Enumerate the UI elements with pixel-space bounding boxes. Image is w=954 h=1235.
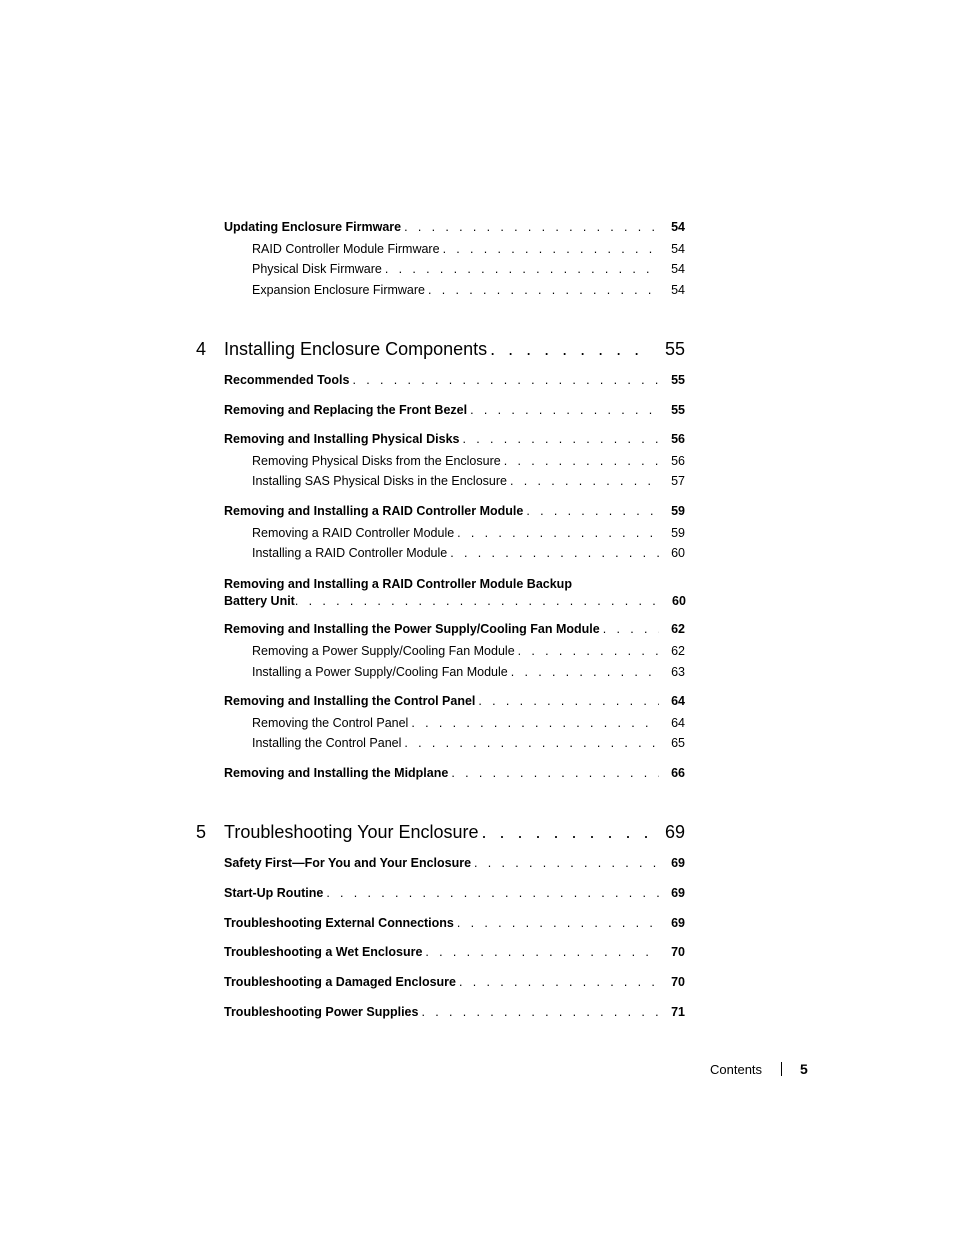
- leader-dots: [603, 622, 659, 637]
- chapter-title: Installing Enclosure Components: [224, 339, 488, 359]
- toc-subentry[interactable]: [252, 716, 685, 731]
- toc-entry-page: 55: [671, 403, 685, 417]
- toc-entry-title: Recommended Tools: [224, 373, 350, 387]
- leader-dots: [385, 262, 659, 277]
- leader-dots: [428, 283, 659, 298]
- toc-subentry[interactable]: [252, 665, 685, 680]
- toc-entry-title: Troubleshooting a Damaged Enclosure: [224, 975, 456, 989]
- leader-dots: [295, 593, 660, 610]
- toc-entry[interactable]: [224, 403, 685, 418]
- toc-entry[interactable]: [224, 975, 685, 990]
- toc-entry-title: Removing and Installing the Power Supply/Cooling Fan Module: [224, 622, 600, 636]
- toc-entry[interactable]: [224, 432, 685, 447]
- toc-entry-title: Troubleshooting Power Supplies: [224, 1005, 419, 1019]
- toc-entry[interactable]: [224, 622, 685, 637]
- toc-entry-title: Removing a RAID Controller Module: [252, 526, 455, 540]
- toc-entry-page: 69: [671, 916, 685, 930]
- leader-dots: [411, 716, 659, 731]
- toc-entry-title: Installing a Power Supply/Cooling Fan Module: [252, 665, 508, 679]
- leader-dots: [518, 644, 659, 659]
- toc-entry-page: 62: [671, 622, 685, 636]
- toc-entry-title: Removing and Installing Physical Disks: [224, 432, 460, 446]
- toc-entry-page: 56: [671, 432, 685, 446]
- toc-entry-page: 65: [671, 736, 685, 750]
- toc-entry[interactable]: [224, 504, 685, 519]
- toc-entry-page: 69: [671, 856, 685, 870]
- toc-entry-page: 54: [671, 262, 685, 276]
- toc-entry-page: 59: [671, 504, 685, 518]
- toc-entry[interactable]: [224, 220, 685, 235]
- chapter-page: 69: [664, 822, 685, 842]
- toc-entry-page: 60: [672, 594, 686, 608]
- leader-dots: [451, 766, 659, 781]
- toc-entry-title-line1: Removing and Installing a RAID Controller Module Backup: [224, 577, 572, 591]
- leader-dots: [504, 454, 659, 469]
- chapter-heading-5[interactable]: [196, 821, 685, 843]
- toc-entry[interactable]: [224, 694, 685, 709]
- toc-entry[interactable]: [224, 1005, 685, 1020]
- leader-dots: [470, 403, 659, 418]
- toc-entry-page: 64: [671, 716, 685, 730]
- toc-entry-title: Troubleshooting a Wet Enclosure: [224, 945, 423, 959]
- toc-entry-page: 71: [671, 1005, 685, 1019]
- leader-dots: [526, 504, 659, 519]
- toc-entry-title: Expansion Enclosure Firmware: [252, 283, 425, 297]
- leader-dots: [326, 886, 659, 901]
- footer-label: Contents: [710, 1061, 763, 1077]
- leader-dots: [421, 1005, 659, 1020]
- leader-dots: [490, 338, 653, 360]
- toc-entry-title: Safety First—For You and Your Enclosure: [224, 856, 472, 870]
- chapter-number: 4: [196, 339, 207, 359]
- toc-entry[interactable]: [224, 766, 685, 781]
- toc-entry[interactable]: [224, 856, 685, 871]
- toc-entry-title: RAID Controller Module Firmware: [252, 242, 440, 256]
- toc-entry-page: 57: [671, 474, 685, 488]
- toc-subentry[interactable]: [252, 546, 685, 561]
- toc-subentry[interactable]: [252, 283, 685, 298]
- toc-entry-title: Removing a Power Supply/Cooling Fan Module: [252, 644, 515, 658]
- toc-entry-title: Installing the Control Panel: [252, 736, 402, 750]
- toc-entry-title: Start-Up Routine: [224, 886, 324, 900]
- toc-subentry[interactable]: [252, 262, 685, 277]
- toc-entry-title: Installing a RAID Controller Module: [252, 546, 448, 560]
- toc-entry-title-line2: Battery Unit: [224, 594, 295, 608]
- toc-entry[interactable]: [224, 945, 685, 960]
- toc-entry-page: 70: [671, 945, 685, 959]
- leader-dots: [459, 975, 659, 990]
- toc-entry-page: 55: [671, 373, 685, 387]
- toc-subentry[interactable]: [252, 644, 685, 659]
- page-footer: [710, 1061, 808, 1077]
- leader-dots: [474, 856, 659, 871]
- toc-entry-title: Removing and Installing the Midplane: [224, 766, 449, 780]
- toc-entry-page: 63: [671, 665, 685, 679]
- toc-subentry[interactable]: [252, 474, 685, 489]
- leader-dots: [510, 474, 659, 489]
- leader-dots: [457, 916, 659, 931]
- chapter-page: 55: [664, 339, 685, 359]
- leader-dots: [443, 242, 660, 257]
- leader-dots: [478, 694, 659, 709]
- toc-entry-page: 54: [671, 242, 685, 256]
- leader-dots: [463, 432, 660, 447]
- toc-entry-page: 64: [671, 694, 685, 708]
- leader-dots: [511, 665, 659, 680]
- toc-entry-page: 69: [671, 886, 685, 900]
- chapter-heading-4[interactable]: [196, 338, 685, 360]
- toc-entry[interactable]: [224, 373, 685, 388]
- toc-entry[interactable]: [224, 916, 685, 931]
- toc-entry-page: 62: [671, 644, 685, 658]
- toc-entry-page: 60: [671, 546, 685, 560]
- toc-entry-page: 54: [671, 220, 685, 234]
- toc-entry-page: 70: [671, 975, 685, 989]
- toc-entry-page: 66: [671, 766, 685, 780]
- toc-subentry[interactable]: [252, 242, 685, 257]
- toc-entry-title: Installing SAS Physical Disks in the Enclosure: [252, 474, 507, 488]
- toc-entry-title: Removing and Installing the Control Panel: [224, 694, 476, 708]
- toc-entry-page: 59: [671, 526, 685, 540]
- footer-divider: [781, 1062, 782, 1076]
- leader-dots: [425, 945, 659, 960]
- leader-dots: [482, 821, 653, 843]
- chapter-title: Troubleshooting Your Enclosure: [224, 822, 479, 842]
- leader-dots: [352, 373, 659, 388]
- leader-dots: [457, 526, 659, 541]
- toc-entry-two-line[interactable]: [224, 576, 685, 610]
- leader-dots: [404, 220, 659, 235]
- toc-entry-title: Removing and Replacing the Front Bezel: [224, 403, 468, 417]
- toc-entry-title: Removing the Control Panel: [252, 716, 409, 730]
- toc-subentry[interactable]: [252, 526, 685, 541]
- footer-page-number: 5: [800, 1061, 808, 1077]
- chapter-number: 5: [196, 822, 207, 842]
- toc-subentry[interactable]: [252, 736, 685, 751]
- leader-dots: [404, 736, 659, 751]
- toc-entry[interactable]: [224, 886, 685, 901]
- toc-entry-title: Physical Disk Firmware: [252, 262, 382, 276]
- toc-entry-page: 56: [671, 454, 685, 468]
- toc-entry-title: Removing and Installing a RAID Controller Module: [224, 504, 524, 518]
- toc-entry-title: Troubleshooting External Connections: [224, 916, 454, 930]
- toc-entry-page: 54: [671, 283, 685, 297]
- toc-entry-title: Updating Enclosure Firmware: [224, 220, 402, 234]
- toc-entry-title: Removing Physical Disks from the Enclosure: [252, 454, 501, 468]
- leader-dots: [450, 546, 659, 561]
- toc-subentry[interactable]: [252, 454, 685, 469]
